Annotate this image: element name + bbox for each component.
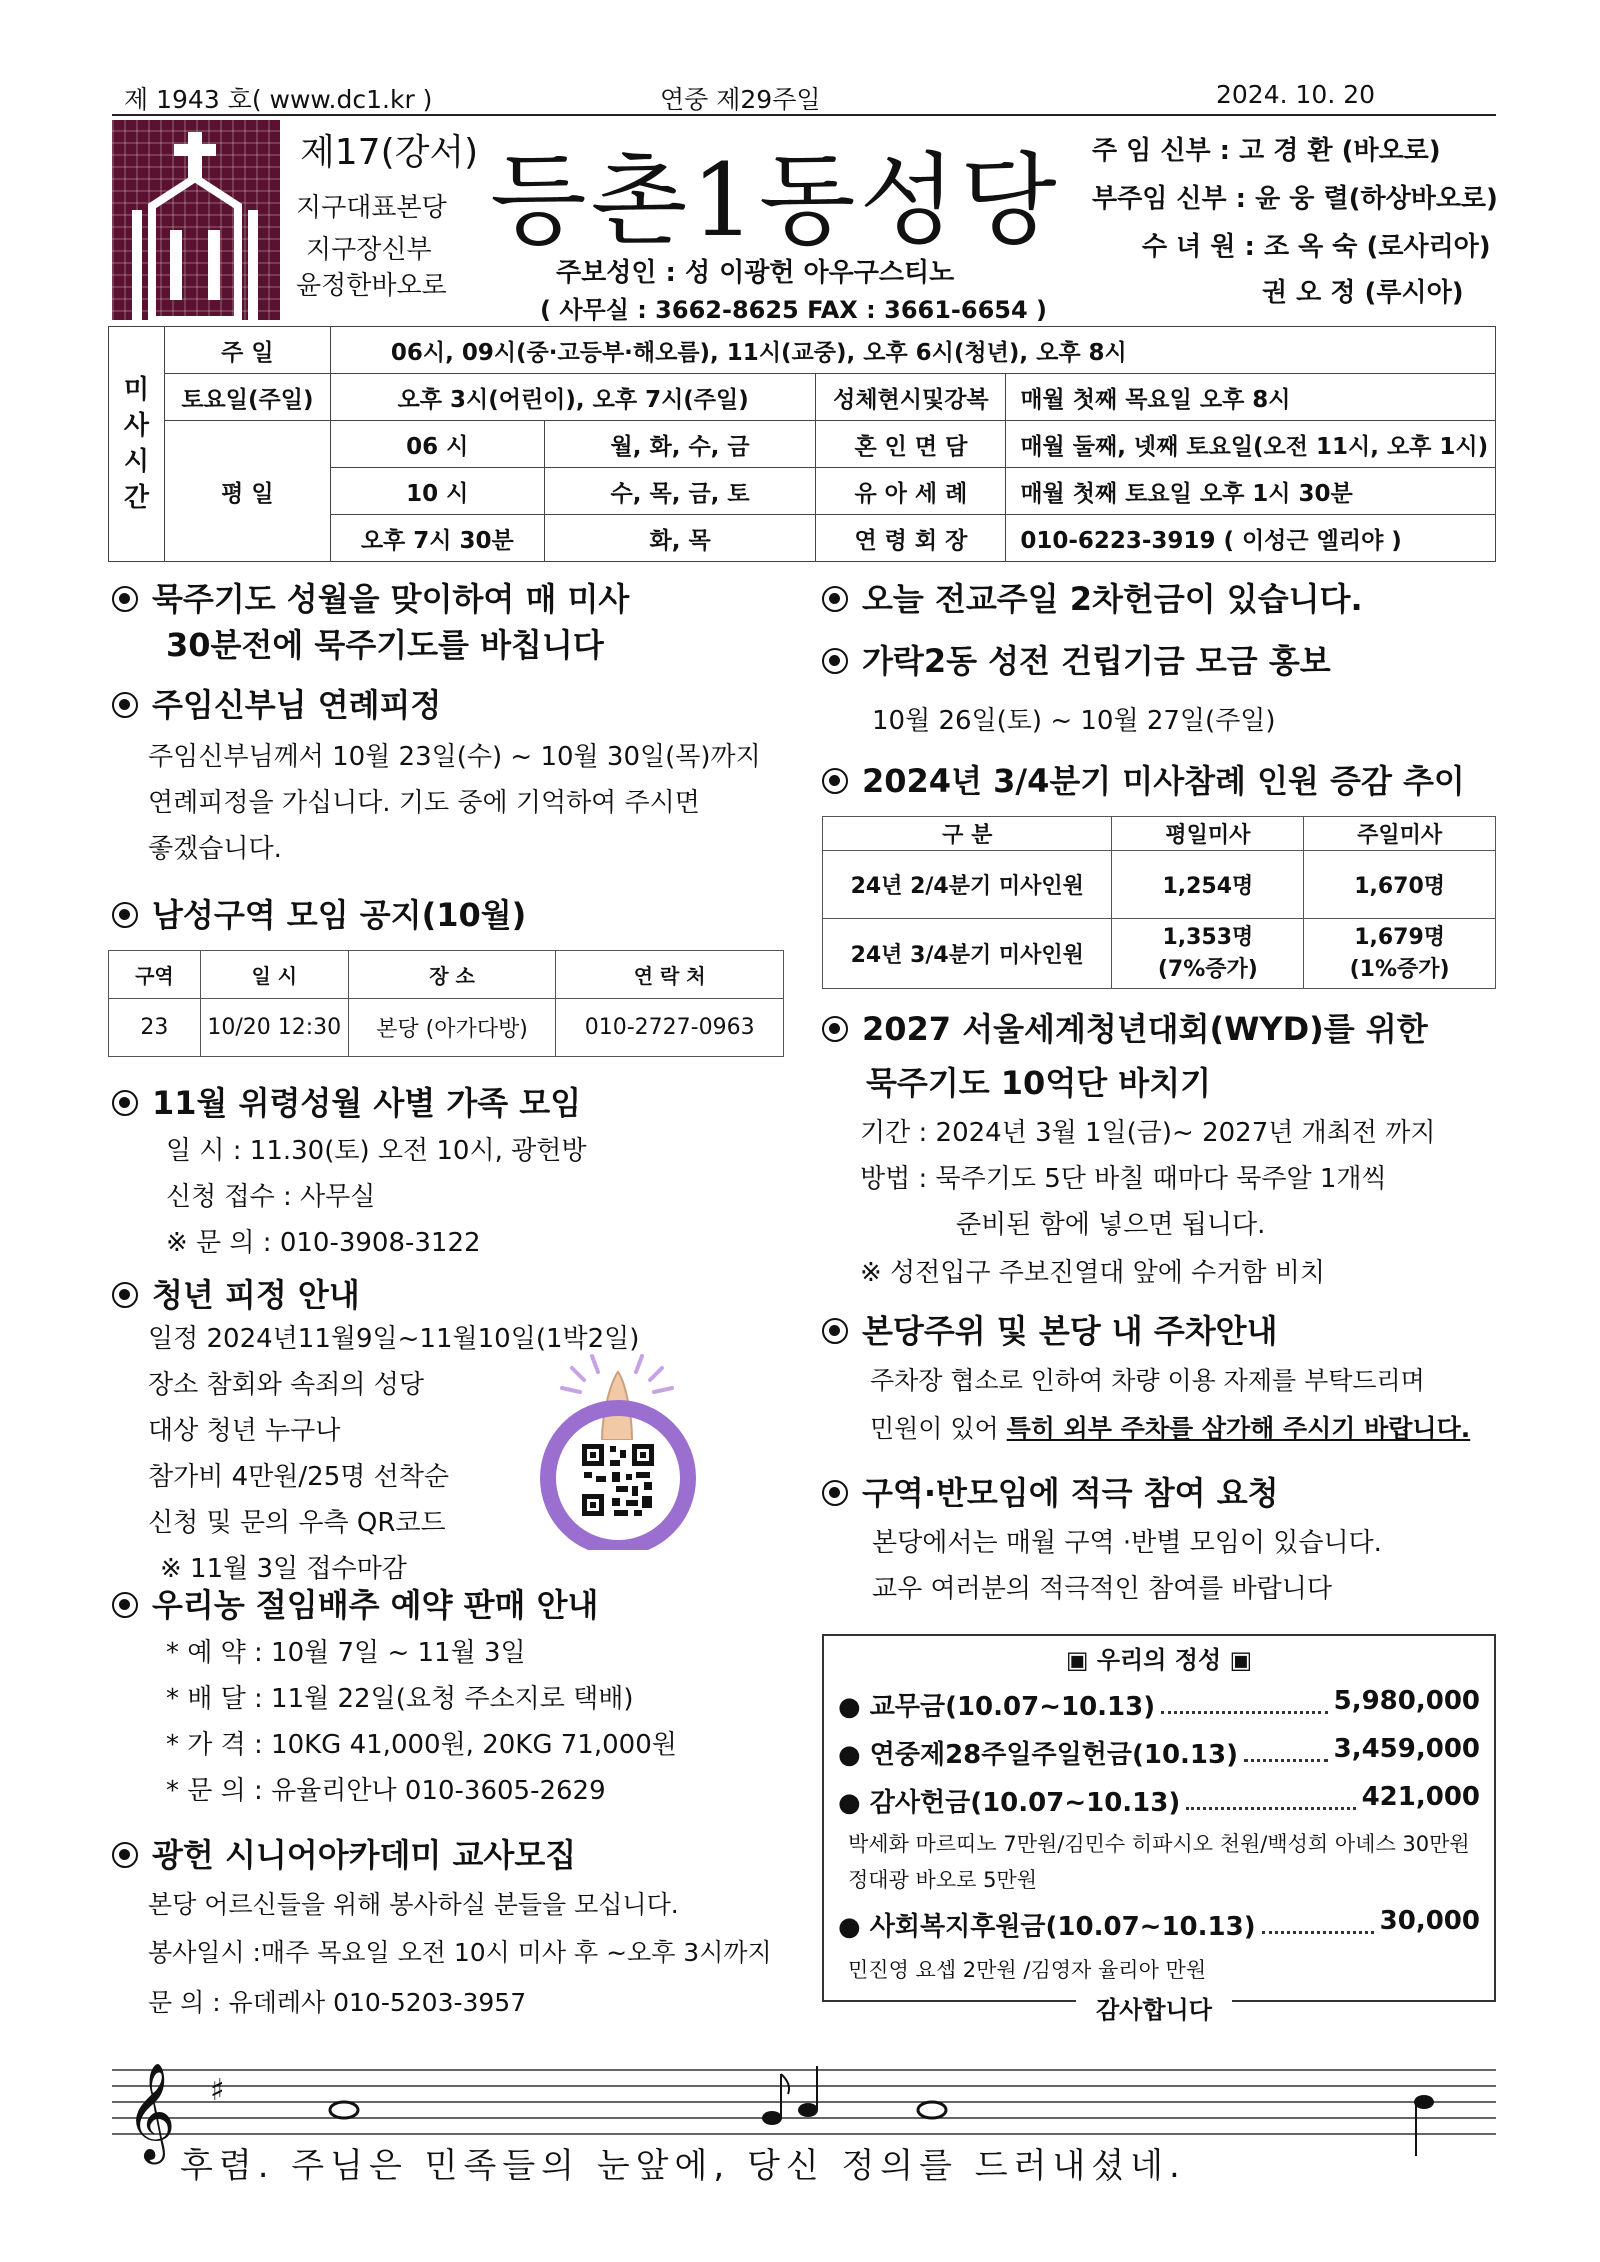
wyd-line: ※ 성전입구 주보진열대 앞에 수거함 비치	[860, 1258, 1325, 1288]
section-rosary-month-line2: 30분전에 묵주기도를 바칩니다	[166, 626, 604, 664]
youth-line: ※ 11월 3일 접수마감	[160, 1554, 407, 1584]
sunday-times: 06시, 09시(중·고등부·해오름), 11시(교중), 오후 6시(청년), 오후 8시	[330, 327, 1495, 374]
cell: 1,254명	[1112, 851, 1304, 919]
parking-line: 주차장 협소로 인하여 차량 이용 자제를 부탁드리며	[870, 1366, 1425, 1395]
weekday-time: 오후 7시 30분	[330, 515, 544, 562]
section-cabbage-sale: 우리농 절임배추 예약 판매 안내	[112, 1580, 598, 1626]
section-attendance-trend: 2024년 3/4분기 미사참례 인원 증감 추이	[822, 756, 1465, 802]
academy-line: 문 의 : 유데레사 010-5203-3957	[148, 1988, 527, 2017]
assistant-pastor: 부주임 신부 : 윤 웅 렬(하상바오로)	[1092, 184, 1498, 214]
header-cell: 장 소	[348, 951, 556, 999]
sister-1: 수 녀 원 : 조 옥 숙 (로사리아)	[1142, 232, 1491, 262]
youth-line: 장소 참회와 속죄의 성당	[148, 1370, 424, 1400]
mass-schedule-table	[108, 326, 1496, 562]
bullet-icon	[112, 692, 138, 718]
parish-title: 등촌1동성당	[490, 142, 1061, 259]
psalm-refrain: 후렴. 주님은 민족들의 눈앞에, 당신 정의를 드러내셨네.	[180, 2146, 1186, 2186]
retreat-line: 연례피정을 가십니다. 기도 중에 기억하여 주시면	[148, 788, 700, 818]
marriage-label: 혼 인 면 담	[816, 421, 1006, 468]
bullet-icon	[112, 1282, 138, 1308]
weekday-days: 월, 화, 수, 금	[544, 421, 816, 468]
sharp-icon: ♯	[210, 2073, 225, 2108]
section-wyd-rosary: 2027 서울세계청년대회(WYD)를 위한	[822, 1004, 1428, 1050]
bullet-icon	[112, 1842, 138, 1868]
youth-line: 참가비 4만원/25명 선착순	[148, 1462, 449, 1492]
wyd-line: 준비된 함에 넣으면 됩니다.	[956, 1210, 1266, 1240]
header-cell: 구 분	[823, 817, 1112, 851]
baptism-label: 유 아 세 례	[816, 468, 1006, 515]
district-line-2: 지구장신부	[306, 235, 432, 265]
retreat-line: 좋겠습니다.	[148, 834, 282, 864]
top-line	[112, 80, 1496, 116]
section-rosary-month: 묵주기도 성월을 맞이하여 매 미사	[112, 574, 629, 620]
row-label: 24년 3/4분기 미사인원	[823, 919, 1112, 989]
saturday-times: 오후 3시(어린이), 오후 7시(주일)	[330, 374, 816, 421]
section-retreat: 주임신부님 연례피정	[112, 680, 441, 726]
sunday-label: 주 일	[164, 327, 330, 374]
office-contact: ( 사무실 : 3662-8625 FAX : 3661-6654 )	[540, 296, 1048, 324]
bullet-icon	[112, 586, 138, 612]
weekday-label: 평 일	[164, 421, 330, 562]
funeral-label: 연 령 회 장	[816, 515, 1006, 562]
offering-row-sunday: ● 연중제28주일주일헌금(10.13) 3,459,000	[838, 1734, 1480, 1770]
offering-row-thanks: ● 감사헌금(10.07~10.13) 421,000	[838, 1782, 1480, 1818]
weekday-time: 10 시	[330, 468, 544, 515]
row-label: 24년 2/4분기 미사인원	[823, 851, 1112, 919]
cabbage-line: * 배 달 : 11월 22일(요청 주소지로 택배)	[166, 1684, 634, 1714]
baptism-info: 매월 첫째 토요일 오후 1시 30분	[1006, 468, 1496, 515]
weekday-days: 수, 목, 금, 토	[544, 468, 816, 515]
church-logo	[112, 120, 280, 320]
youth-qr-graphic[interactable]	[532, 1350, 702, 1550]
bullet-icon	[822, 648, 848, 674]
offering-title: ▣ 우리의 정성 ▣	[1065, 1646, 1253, 1674]
youth-line: 대상 청년 누구나	[148, 1416, 341, 1446]
section-wyd-rosary-line2: 묵주기도 10억단 바치기	[866, 1064, 1212, 1102]
cell: 23	[109, 999, 201, 1057]
cabbage-line: * 문 의 : 유율리안나 010-3605-2629	[166, 1776, 606, 1806]
bullet-icon	[822, 768, 848, 794]
offering-row-dues: ● 교무금(10.07~10.13) 5,980,000	[838, 1686, 1480, 1722]
group-meeting-line: 본당에서는 매월 구역 ·반별 모임이 있습니다.	[872, 1528, 1382, 1558]
qr-code-icon	[532, 1350, 702, 1550]
header-cell: 주일미사	[1304, 817, 1496, 851]
bullet-icon	[822, 1480, 848, 1506]
issue-number: 제 1943 호( www.dc1.kr )	[124, 85, 433, 114]
district-line-1: 지구대표본당	[296, 193, 447, 223]
attendance-table	[822, 816, 1496, 989]
cell: 10/20 12:30	[200, 999, 348, 1057]
saturday-label: 토요일(주일)	[164, 374, 330, 421]
group-meeting-line: 교우 여러분의 적극적인 참여를 바랍니다	[872, 1574, 1333, 1604]
bullet-icon	[822, 1016, 848, 1042]
section-mission-collection: 오늘 전교주일 2차헌금이 있습니다.	[822, 574, 1363, 620]
parking-line: 민원이 있어 특히 외부 주차를 삼가해 주시기 바랍니다.	[870, 1414, 1471, 1443]
bullet-icon	[112, 902, 138, 928]
section-parking: 본당주위 및 본당 내 주차안내	[822, 1306, 1278, 1352]
thanks-donors: 박세화 마르띠노 7만원/김민수 히파시오 천원/백성희 아녜스 30만원	[848, 1832, 1470, 1856]
liturgical-week: 연중 제29주일	[660, 85, 821, 114]
weekday-time: 06 시	[330, 421, 544, 468]
section-senior-academy: 광헌 시니어아카데미 교사모집	[112, 1830, 576, 1876]
offering-row-welfare: ● 사회복지후원금(10.07~10.13) 30,000	[838, 1906, 1480, 1942]
treble-clef-icon: 𝄞	[126, 2062, 176, 2160]
funeral-info: 010-6223-3919 ( 이성근 엘리야 )	[1006, 515, 1496, 562]
youth-line: 일정 2024년11월9일~11월10일(1박2일)	[148, 1324, 640, 1354]
section-youth-retreat: 청년 피정 안내	[112, 1270, 360, 1316]
section-church-building-fund: 가락2동 성전 건립기금 모금 홍보	[822, 636, 1331, 682]
issue-date: 2024. 10. 20	[1216, 80, 1376, 109]
youth-line: 신청 및 문의 우측 QR코드	[148, 1508, 446, 1538]
cell: 1,679명 (1%증가)	[1304, 919, 1496, 989]
wyd-line: 기간 : 2024년 3월 1일(금)~ 2027년 개최전 까지	[860, 1118, 1436, 1148]
building-fund-dates: 10월 26일(토) ~ 10월 27일(주일)	[872, 706, 1276, 736]
bullet-icon	[112, 1592, 138, 1618]
adoration-time: 매월 첫째 목요일 오후 8시	[1006, 374, 1496, 421]
mass-side-label: 미 사 시 간	[109, 327, 165, 562]
cell: 010-2727-0963	[556, 999, 784, 1057]
cell: 1,353명 (7%증가)	[1112, 919, 1304, 989]
offering-box	[822, 1634, 1496, 2002]
parking-emphasis: 특히 외부 주차를 삼가해 주시기 바랍니다.	[1006, 1414, 1471, 1443]
retreat-line: 주임신부님께서 10월 23일(수) ~ 10월 30일(목)까지	[148, 742, 761, 772]
marriage-info: 매월 둘째, 넷째 토요일(오전 11시, 오후 1시)	[1006, 421, 1496, 468]
cell: 1,670명	[1304, 851, 1496, 919]
thanks-donors: 정대광 바오로 5만원	[848, 1868, 1037, 1892]
cabbage-line: * 예 약 : 10월 7일 ~ 11월 3일	[166, 1638, 526, 1668]
bullet-icon	[822, 586, 848, 612]
section-bereaved-meeting: 11월 위령성월 사별 가족 모임	[112, 1078, 581, 1124]
bullet-icon	[822, 1318, 848, 1344]
header-cell: 구역	[109, 951, 201, 999]
academy-line: 본당 어르신들을 위해 봉사하실 분들을 모십니다.	[148, 1890, 679, 1919]
header-cell: 일 시	[200, 951, 348, 999]
wyd-line: 방법 : 묵주기도 5단 바칠 때마다 묵주알 1개씩	[860, 1164, 1387, 1194]
bereaved-line: 신청 접수 : 사무실	[166, 1182, 376, 1212]
bereaved-line: ※ 문 의 : 010-3908-3122	[166, 1228, 481, 1258]
weekday-days: 화, 목	[544, 515, 816, 562]
pastor: 주 임 신부 : 고 경 환 (바오로)	[1092, 136, 1441, 166]
cell: 본당 (아가다방)	[348, 999, 556, 1057]
welfare-donors: 민진영 요셉 2만원 /김영자 율리아 만원	[848, 1958, 1207, 1982]
sister-2: 권 오 정 (루시아)	[1262, 278, 1464, 308]
adoration-label: 성체현시및강복	[816, 374, 1006, 421]
header-cell: 연 락 처	[556, 951, 784, 999]
cabbage-line: * 가 격 : 10KG 41,000원, 20KG 71,000원	[166, 1730, 677, 1760]
district-number: 제17(강서)	[300, 132, 479, 173]
header-cell: 평일미사	[1112, 817, 1304, 851]
men-meeting-table	[108, 950, 784, 1057]
bullet-icon	[112, 1090, 138, 1116]
academy-line: 봉사일시 :매주 목요일 오전 10시 미사 후 ~오후 3시까지	[148, 1938, 772, 1967]
bereaved-line: 일 시 : 11.30(토) 오전 10시, 광헌방	[166, 1136, 587, 1166]
section-men-meeting: 남성구역 모임 공지(10월)	[112, 890, 526, 936]
patron-saint: 주보성인 : 성 이광헌 아우구스티노	[556, 258, 955, 288]
thanks-footer: 감사합니다	[1076, 1990, 1232, 2025]
section-group-meeting: 구역·반모임에 적극 참여 요청	[822, 1468, 1279, 1514]
district-line-3: 윤정한바오로	[296, 271, 447, 301]
